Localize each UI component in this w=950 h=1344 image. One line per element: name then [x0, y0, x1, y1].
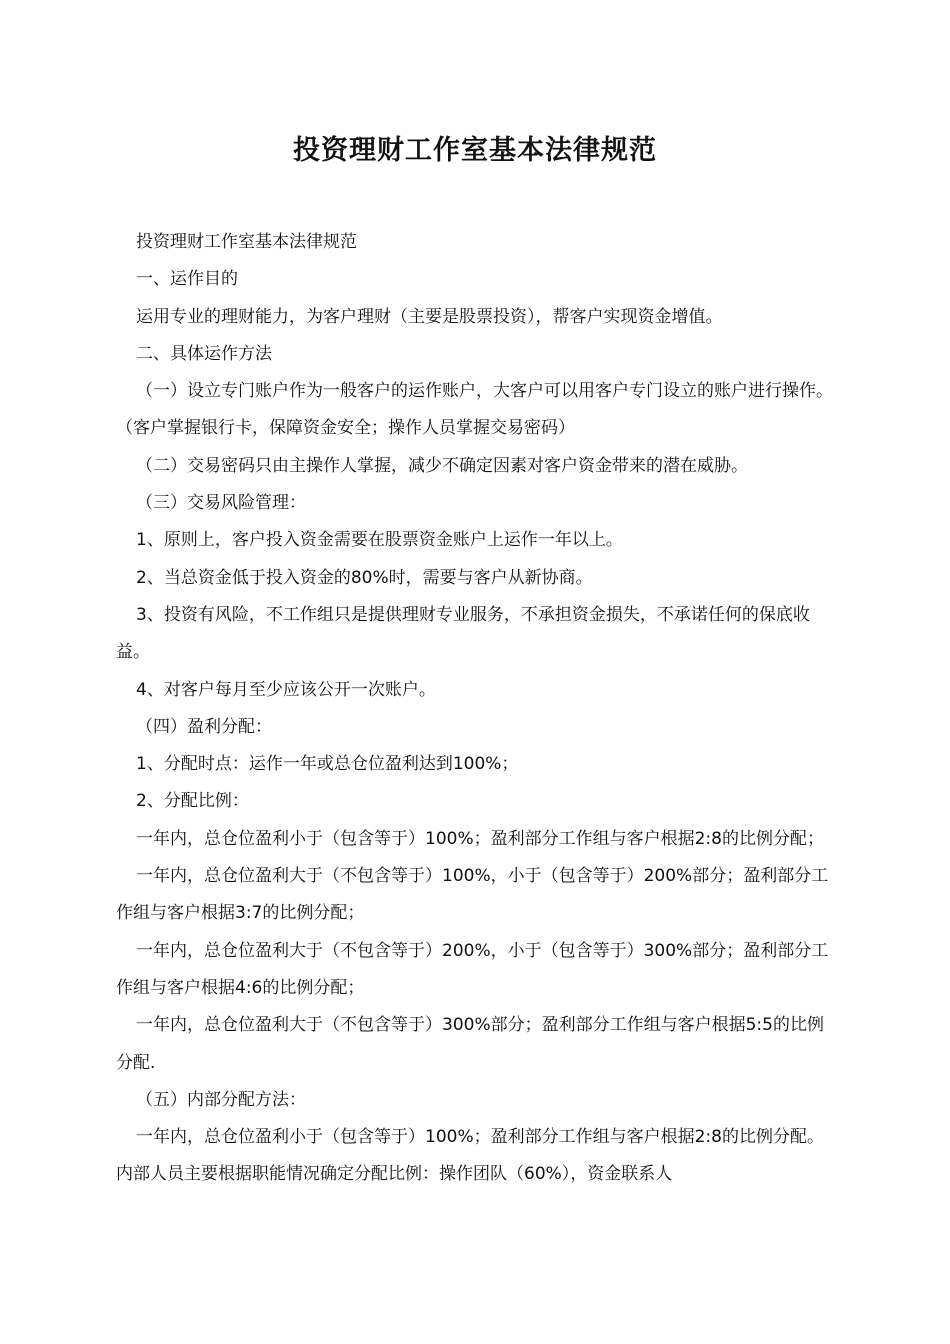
document-title: 投资理财工作室基本法律规范	[293, 135, 657, 166]
paragraph: 1、分配时点：运作一年或总仓位盈利达到100%；	[136, 754, 519, 775]
paragraph: 一年内，总仓位盈利大于（不包含等于）100%，小于（包含等于）200%部分；盈利部分工作组与客户根据3:7的比例分配；	[116, 866, 829, 924]
paragraph: 二、具体运作方法	[136, 343, 272, 364]
paragraph: 4、对客户每月至少应该公开一次账户。	[136, 679, 436, 700]
paragraph: 运用专业的理财能力，为客户理财（主要是股票投资），帮客户实现资金增值。	[136, 306, 723, 327]
paragraph: 3、投资有风险，不工作组只是提供理财专业服务，不承担资金损失，不承诺任何的保底收益。	[116, 604, 810, 663]
paragraph: 投资理财工作室基本法律规范	[136, 232, 357, 252]
paragraph: 一年内，总仓位盈利大于（不包含等于）300%部分；盈利部分工作组与客户根据5:5的比例分配.	[116, 1015, 824, 1073]
paragraph: 2、当总资金低于投入资金的80%时，需要与客户从新协商。	[136, 567, 593, 588]
paragraph: 1、原则上，客户投入资金需要在股票资金账户上运作一年以上。	[136, 530, 623, 551]
paragraph: 2、分配比例：	[136, 791, 249, 812]
paragraph: 一、运作目的	[136, 269, 238, 290]
paragraph: 一年内，总仓位盈利小于（包含等于）100%；盈利部分工作组与客户根据2:8的比例分配；	[136, 828, 824, 849]
paragraph: 一年内，总仓位盈利小于（包含等于）100%；盈利部分工作组与客户根据2:8的比例分配。内部人员主要根据职能情况确定分配比例：操作团队（60%），资金联系人	[116, 1127, 824, 1185]
paragraph: 一年内，总仓位盈利大于（不包含等于）200%，小于（包含等于）300%部分；盈利部分工作组与客户根据4:6的比例分配；	[116, 940, 829, 998]
paragraph: （五）内部分配方法：	[136, 1089, 306, 1110]
paragraph: （二）交易密码只由主操作人掌握，减少不确定因素对客户资金带来的潜在威胁。	[136, 455, 748, 476]
paragraph: （四）盈利分配：	[136, 716, 272, 737]
paragraph: （一）设立专门账户作为一般客户的运作账户，大客户可以用客户专门设立的账户进行操作。（客户掌握银行卡，保障资金安全；操作人员掌握交易密码）	[116, 381, 833, 439]
document-body	[116, 224, 836, 1194]
paragraph: （三）交易风险管理：	[136, 493, 306, 514]
